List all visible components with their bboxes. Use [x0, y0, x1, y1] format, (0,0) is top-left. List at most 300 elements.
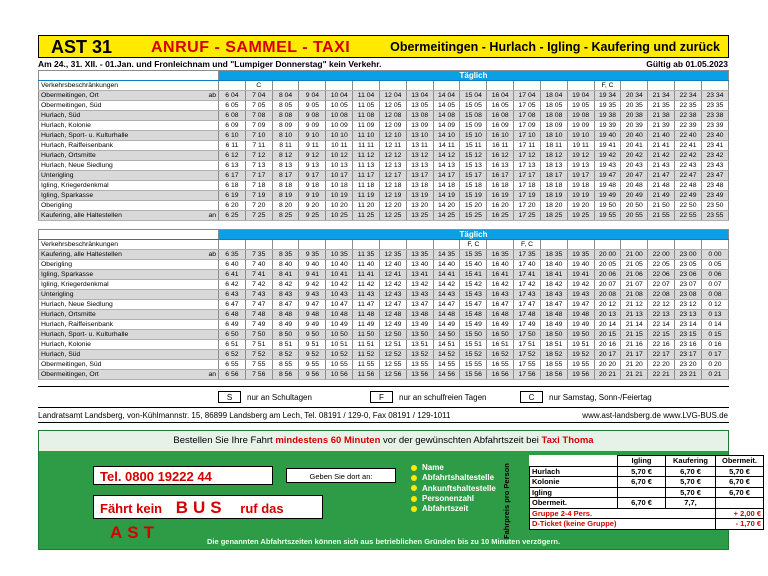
departure-time: 13 47: [406, 300, 433, 310]
departure-time: 7 42: [245, 280, 272, 290]
stop-name: Hurlach, Kolonie: [39, 340, 189, 350]
departure-time: 14 47: [433, 300, 460, 310]
departure-time: 21 13: [621, 310, 648, 320]
legend-code: C: [520, 391, 543, 403]
departure-time: 10 35: [326, 250, 353, 260]
restriction-cell: [514, 81, 541, 91]
departure-time: 18 17: [540, 171, 567, 181]
departure-time: 7 47: [245, 300, 272, 310]
departure-time: 11 13: [353, 161, 380, 171]
departure-time: 16 56: [487, 370, 514, 380]
restriction-cell: [272, 81, 299, 91]
departure-time: 6 49: [219, 320, 246, 330]
restriction-cell: [272, 240, 299, 250]
fare-destination: Kaufering: [666, 456, 716, 467]
departure-time: 6 42: [219, 280, 246, 290]
timetable-row: [39, 161, 729, 171]
divider: [38, 386, 729, 387]
departure-time: 6 50: [219, 330, 246, 340]
departure-time: 18 55: [540, 360, 567, 370]
departure-time: 19 51: [567, 340, 594, 350]
departure-time: 16 10: [487, 131, 514, 141]
departure-time: 19 43: [567, 290, 594, 300]
restriction-cell: [675, 81, 702, 91]
departure-time: 21 38: [648, 111, 675, 121]
bullet-icon: [411, 496, 417, 502]
departure-time: 9 52: [299, 350, 326, 360]
departure-time: 20 06: [594, 270, 621, 280]
departure-time: 7 52: [245, 350, 272, 360]
stop-name: Hurlach, Süd: [39, 350, 189, 360]
stop-name: Igling, Sparkasse: [39, 270, 189, 280]
fare-value: [716, 498, 764, 509]
departure-time: 6 55: [219, 360, 246, 370]
departure-time: 23 07: [675, 280, 702, 290]
departure-time: 15 42: [460, 280, 487, 290]
direction-marker: [189, 111, 219, 121]
departure-time: 17 05: [514, 101, 541, 111]
departure-time: 16 55: [487, 360, 514, 370]
timetable-row: [39, 171, 729, 181]
required-info-item: [411, 494, 496, 504]
departure-time: 13 08: [406, 111, 433, 121]
departure-time: 12 56: [379, 370, 406, 380]
departure-time: 20 00: [594, 250, 621, 260]
departure-time: 18 05: [540, 101, 567, 111]
departure-time: 19 04: [567, 91, 594, 101]
stop-name: Obermeitingen, Süd: [39, 101, 189, 111]
surcharge-value: - 1,70 €: [716, 519, 764, 530]
departure-time: 18 10: [540, 131, 567, 141]
departure-time: 18 56: [540, 370, 567, 380]
departure-time: 11 08: [353, 111, 380, 121]
departure-time: 9 17: [299, 171, 326, 181]
departure-time: 20 40: [621, 131, 648, 141]
departure-time: 23 39: [701, 121, 728, 131]
departure-time: 19 42: [567, 280, 594, 290]
departure-time: 14 12: [433, 151, 460, 161]
website-links[interactable]: www.ast-landsberg.de www.LVG-BUS.de: [582, 411, 728, 420]
departure-time: 22 55: [675, 211, 702, 221]
departure-time: 22 05: [648, 260, 675, 270]
departure-time: 10 08: [326, 111, 353, 121]
departure-time: 12 50: [379, 330, 406, 340]
fare-value: [618, 487, 666, 498]
fare-value: 7,7,: [666, 498, 716, 509]
departure-time: 0 21: [701, 370, 728, 380]
departure-time: 17 17: [514, 171, 541, 181]
departure-time: 21 06: [621, 270, 648, 280]
departure-time: 17 49: [514, 320, 541, 330]
timetable-row: [39, 201, 729, 211]
departure-time: 14 20: [433, 201, 460, 211]
no-service-note: Am 24., 31. XII. - 01.Jan. und Fronleichnam und "Lumpiger Donnerstag" kein Verkehr.: [38, 59, 382, 69]
blank-cell: [39, 71, 219, 81]
departure-time: 21 40: [648, 131, 675, 141]
restriction-cell: C: [245, 81, 272, 91]
departure-time: 14 10: [433, 131, 460, 141]
timetable-row: [39, 191, 729, 201]
departure-time: 11 42: [353, 280, 380, 290]
departure-time: 8 49: [272, 320, 299, 330]
departure-time: 12 10: [379, 131, 406, 141]
departure-time: 16 18: [487, 181, 514, 191]
departure-time: 21 55: [648, 211, 675, 221]
departure-time: 6 09: [219, 121, 246, 131]
direction-marker: [189, 360, 219, 370]
departure-time: 11 49: [353, 320, 380, 330]
departure-time: 8 13: [272, 161, 299, 171]
departure-time: 13 13: [406, 161, 433, 171]
phone-number[interactable]: Tel. 0800 19222 44: [93, 466, 273, 485]
departure-time: 17 41: [514, 270, 541, 280]
surcharge-label: D-Ticket (keine Gruppe): [530, 519, 716, 530]
departure-time: 7 19: [245, 191, 272, 201]
departure-time: 19 40: [567, 260, 594, 270]
fare-table: [529, 455, 764, 530]
departure-time: 21 48: [648, 181, 675, 191]
departure-time: 13 43: [406, 290, 433, 300]
timetable-row: [39, 350, 729, 360]
direction-marker: [189, 161, 219, 171]
stop-name: Hurlach, Neue Siedlung: [39, 300, 189, 310]
departure-time: 9 10: [299, 131, 326, 141]
departure-time: 23 08: [675, 290, 702, 300]
departure-time: 22 49: [675, 191, 702, 201]
departure-time: 20 15: [594, 330, 621, 340]
timetable-row: [39, 250, 729, 260]
stop-name: Hurlach, Kolonie: [39, 121, 189, 131]
direction-marker: [189, 101, 219, 111]
departure-time: 8 55: [272, 360, 299, 370]
departure-time: 19 41: [567, 270, 594, 280]
departure-time: 23 42: [701, 151, 728, 161]
timetable-row: [39, 310, 729, 320]
legend-item-f: [370, 391, 486, 403]
departure-time: 21 43: [648, 161, 675, 171]
departure-time: 23 06: [675, 270, 702, 280]
valid-from: Gültig ab 01.05.2023: [646, 59, 728, 69]
departure-time: 15 49: [460, 320, 487, 330]
departure-time: 0 07: [701, 280, 728, 290]
departure-time: 23 43: [701, 161, 728, 171]
departure-time: 12 08: [379, 111, 406, 121]
departure-time: 8 18: [272, 181, 299, 191]
departure-time: 18 04: [540, 91, 567, 101]
departure-time: 9 48: [299, 310, 326, 320]
departure-time: 14 43: [433, 290, 460, 300]
operator-address: Landratsamt Landsberg, von-Kühlmannstr. 15, 86899 Landsberg am Lech, Tel. 08191 / 129-0, Fax 08191 / 129-1011: [38, 411, 451, 420]
departure-time: 12 17: [379, 171, 406, 181]
timetable-row: [39, 270, 729, 280]
direction-marker: [189, 201, 219, 211]
departure-time: 20 47: [621, 171, 648, 181]
restriction-cell: F, C: [594, 81, 621, 91]
departure-time: 8 04: [272, 91, 299, 101]
departure-time: 12 11: [379, 141, 406, 151]
bullet-icon: [411, 485, 417, 491]
departure-time: 18 42: [540, 280, 567, 290]
departure-time: 17 12: [514, 151, 541, 161]
departure-time: 7 20: [245, 201, 272, 211]
restriction-cell: [487, 240, 514, 250]
departure-time: 23 17: [675, 350, 702, 360]
departure-time: 7 04: [245, 91, 272, 101]
departure-time: 19 49: [567, 320, 594, 330]
timetable-row: [39, 280, 729, 290]
departure-time: 10 11: [326, 141, 353, 151]
departure-time: 16 11: [487, 141, 514, 151]
departure-time: 12 42: [379, 280, 406, 290]
departure-time: 19 39: [594, 121, 621, 131]
timetable-row: [39, 121, 729, 131]
departure-time: 6 10: [219, 131, 246, 141]
fare-value: 6,70 €: [716, 487, 764, 498]
departure-time: 12 12: [379, 151, 406, 161]
bullet-icon: [411, 506, 417, 512]
departure-time: 14 19: [433, 191, 460, 201]
departure-time: 23 55: [701, 211, 728, 221]
departure-time: 10 09: [326, 121, 353, 131]
departure-time: 9 20: [299, 201, 326, 211]
departure-time: 6 41: [219, 270, 246, 280]
timetable-row: [39, 340, 729, 350]
departure-time: 13 51: [406, 340, 433, 350]
departure-time: 10 51: [326, 340, 353, 350]
departure-time: 11 09: [353, 121, 380, 131]
direction-marker: [189, 181, 219, 191]
departure-time: 14 50: [433, 330, 460, 340]
stop-name: Igling, Kriegerdenkmal: [39, 280, 189, 290]
departure-time: 6 17: [219, 171, 246, 181]
departure-time: 16 13: [487, 161, 514, 171]
departure-time: 0 08: [701, 290, 728, 300]
departure-time: 16 25: [487, 211, 514, 221]
departure-time: 23 21: [675, 370, 702, 380]
departure-time: 23 40: [701, 131, 728, 141]
fare-value: 6,70 €: [716, 477, 764, 488]
direction-marker: ab: [189, 250, 219, 260]
departure-time: 10 19: [326, 191, 353, 201]
departure-time: 10 04: [326, 91, 353, 101]
departure-time: 15 43: [460, 290, 487, 300]
departure-time: 22 47: [675, 171, 702, 181]
departure-time: 19 11: [567, 141, 594, 151]
fare-value: 5,70 €: [666, 477, 716, 488]
stop-name: Kaufering, alle Haltestellen: [39, 250, 189, 260]
departure-time: 6 47: [219, 300, 246, 310]
departure-time: 14 51: [433, 340, 460, 350]
departure-time: 7 10: [245, 131, 272, 141]
restriction-cell: [460, 81, 487, 91]
departure-time: 22 00: [648, 250, 675, 260]
departure-time: 14 56: [433, 370, 460, 380]
departure-time: 11 18: [353, 181, 380, 191]
departure-time: 6 35: [219, 250, 246, 260]
departure-time: 18 50: [540, 330, 567, 340]
departure-time: 21 21: [621, 370, 648, 380]
departure-time: 20 13: [594, 310, 621, 320]
departure-time: 20 55: [621, 211, 648, 221]
departure-time: 18 41: [540, 270, 567, 280]
stop-name: Kaufering, alle Haltestellen: [39, 211, 189, 221]
departure-time: 15 12: [460, 151, 487, 161]
departure-time: 9 42: [299, 280, 326, 290]
departure-time: 19 17: [567, 171, 594, 181]
departure-time: 7 41: [245, 270, 272, 280]
departure-time: 22 50: [675, 201, 702, 211]
departure-time: 18 25: [540, 211, 567, 221]
departure-time: 19 55: [594, 211, 621, 221]
departure-time: 8 17: [272, 171, 299, 181]
departure-time: 18 48: [540, 310, 567, 320]
timetable-row: [39, 211, 729, 221]
departure-time: 17 50: [514, 330, 541, 340]
departure-time: 21 35: [648, 101, 675, 111]
departure-time: 20 38: [621, 111, 648, 121]
departure-time: 8 25: [272, 211, 299, 221]
departure-time: 10 42: [326, 280, 353, 290]
departure-time: 0 13: [701, 310, 728, 320]
departure-time: 20 05: [594, 260, 621, 270]
departure-time: 21 20: [621, 360, 648, 370]
departure-time: 6 12: [219, 151, 246, 161]
departure-time: 11 12: [353, 151, 380, 161]
direction-marker: [189, 171, 219, 181]
departure-time: 15 05: [460, 101, 487, 111]
departure-time: 17 25: [514, 211, 541, 221]
departure-time: 0 05: [701, 260, 728, 270]
departure-time: 16 35: [487, 250, 514, 260]
departure-time: 18 12: [540, 151, 567, 161]
restriction-cell: [701, 81, 728, 91]
timetable-row: [39, 181, 729, 191]
departure-time: 11 25: [353, 211, 380, 221]
departure-time: 22 21: [648, 370, 675, 380]
legend-text: nur Samstag, Sonn-/Feiertag: [549, 393, 652, 402]
departure-time: 21 08: [621, 290, 648, 300]
stop-name: Hurlach, Raiffeisenbank: [39, 141, 189, 151]
departure-time: 19 43: [594, 161, 621, 171]
departure-time: 8 41: [272, 270, 299, 280]
stop-name: Hurlach, Süd: [39, 111, 189, 121]
departure-time: 12 20: [379, 201, 406, 211]
departure-time: 20 35: [621, 101, 648, 111]
restriction-cell: [353, 240, 380, 250]
restriction-cell: [567, 240, 594, 250]
departure-time: 22 38: [675, 111, 702, 121]
departure-time: 7 25: [245, 211, 272, 221]
departure-time: 23 48: [701, 181, 728, 191]
blank-cell: [530, 456, 618, 467]
departure-time: 18 19: [540, 191, 567, 201]
timetable-row: [39, 360, 729, 370]
direction-marker: [189, 191, 219, 201]
departure-time: 22 42: [675, 151, 702, 161]
restriction-cell: [648, 240, 675, 250]
required-info-text: Abfahrtshaltestelle: [422, 473, 495, 483]
departure-time: 9 41: [299, 270, 326, 280]
departure-time: 13 50: [406, 330, 433, 340]
departure-time: 12 52: [379, 350, 406, 360]
restriction-cell: [594, 240, 621, 250]
departure-time: 21 00: [621, 250, 648, 260]
departure-time: 18 20: [540, 201, 567, 211]
booking-text: vor der gewünschten Abfahrtszeit bei: [383, 435, 539, 446]
departure-time: 11 47: [353, 300, 380, 310]
fare-value: 5,70 €: [618, 466, 666, 477]
departure-time: 13 42: [406, 280, 433, 290]
departure-time: 13 19: [406, 191, 433, 201]
departure-time: 9 19: [299, 191, 326, 201]
departure-time: 12 43: [379, 290, 406, 300]
departure-time: 17 18: [514, 181, 541, 191]
direction-marker: [189, 260, 219, 270]
legend-text: nur an Schultagen: [247, 393, 312, 402]
fare-origin: Igling: [530, 487, 618, 498]
fare-value: 5,70 €: [716, 466, 764, 477]
timetable-row: [39, 290, 729, 300]
timetable-row: [39, 260, 729, 270]
legend-code: S: [218, 391, 241, 403]
bullet-icon: [411, 475, 417, 481]
bullet-icon: [411, 465, 417, 471]
departure-time: 11 10: [353, 131, 380, 141]
departure-time: 19 41: [594, 141, 621, 151]
departure-time: 19 42: [594, 151, 621, 161]
departure-time: 17 10: [514, 131, 541, 141]
direction-marker: [189, 310, 219, 320]
departure-time: 19 35: [567, 250, 594, 260]
timetable-row: [39, 300, 729, 310]
departure-time: 11 20: [353, 201, 380, 211]
departure-time: 8 05: [272, 101, 299, 111]
departure-time: 20 20: [594, 360, 621, 370]
departure-time: 12 18: [379, 181, 406, 191]
direction-marker: [189, 270, 219, 280]
slogan-ast: AST: [110, 523, 159, 542]
route-title: Obermeitingen - Hurlach - Igling - Kaufering und zurück: [390, 40, 720, 54]
departure-time: 8 11: [272, 141, 299, 151]
departure-time: 20 16: [594, 340, 621, 350]
departure-time: 21 16: [621, 340, 648, 350]
departure-time: 8 08: [272, 111, 299, 121]
departure-time: 13 04: [406, 91, 433, 101]
departure-time: 6 51: [219, 340, 246, 350]
departure-time: 14 13: [433, 161, 460, 171]
departure-time: 8 40: [272, 260, 299, 270]
departure-time: 22 39: [675, 121, 702, 131]
departure-time: 9 40: [299, 260, 326, 270]
departure-time: 16 08: [487, 111, 514, 121]
departure-time: 15 40: [460, 260, 487, 270]
departure-time: 9 50: [299, 330, 326, 340]
departure-time: 13 12: [406, 151, 433, 161]
stop-name: Unterigling: [39, 290, 189, 300]
departure-time: 19 18: [567, 181, 594, 191]
restriction-cell: [540, 240, 567, 250]
departure-time: 15 18: [460, 181, 487, 191]
departure-time: 15 17: [460, 171, 487, 181]
departure-time: 7 51: [245, 340, 272, 350]
departure-time: 9 18: [299, 181, 326, 191]
departure-time: 13 40: [406, 260, 433, 270]
departure-time: 18 08: [540, 111, 567, 121]
departure-time: 7 35: [245, 250, 272, 260]
departure-time: 23 50: [701, 201, 728, 211]
departure-time: 21 49: [648, 191, 675, 201]
departure-time: 16 20: [487, 201, 514, 211]
